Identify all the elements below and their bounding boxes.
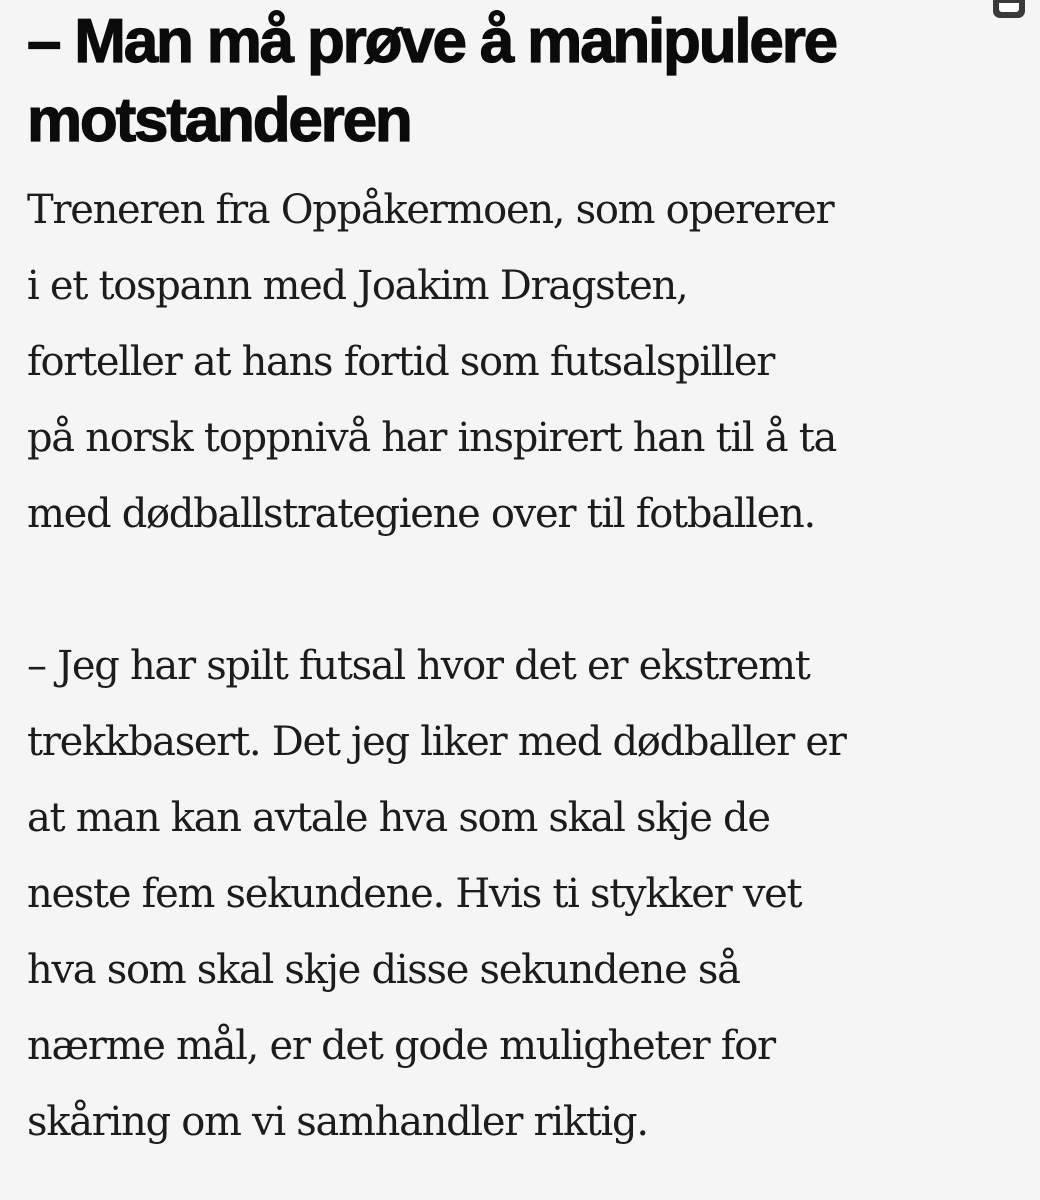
article-paragraph-quote: – Jeg har spilt futsal hvor det er ekstremt trekkbasert. Det jeg liker med dødballer er at man kan avtale hva som skal skje de neste fem sekundene. Hvis ti stykker vet hva som skal skje disse sekundene så nærme mål, er det gode muligheter for skåring om vi samhandler riktig.	[27, 643, 846, 1145]
article-paragraph-intro: Treneren fra Oppåkermoen, som opererer i et tospann med Joakim Dragsten, forteller at hans fortid som futsalspiller på norsk toppnivå har inspirert han til å ta med dødballstrategiene over til fotballen.	[27, 187, 837, 537]
article-body	[27, 0, 1027, 1160]
article-subheading: – Man må prøve å manipulere motstanderen	[27, 7, 836, 155]
